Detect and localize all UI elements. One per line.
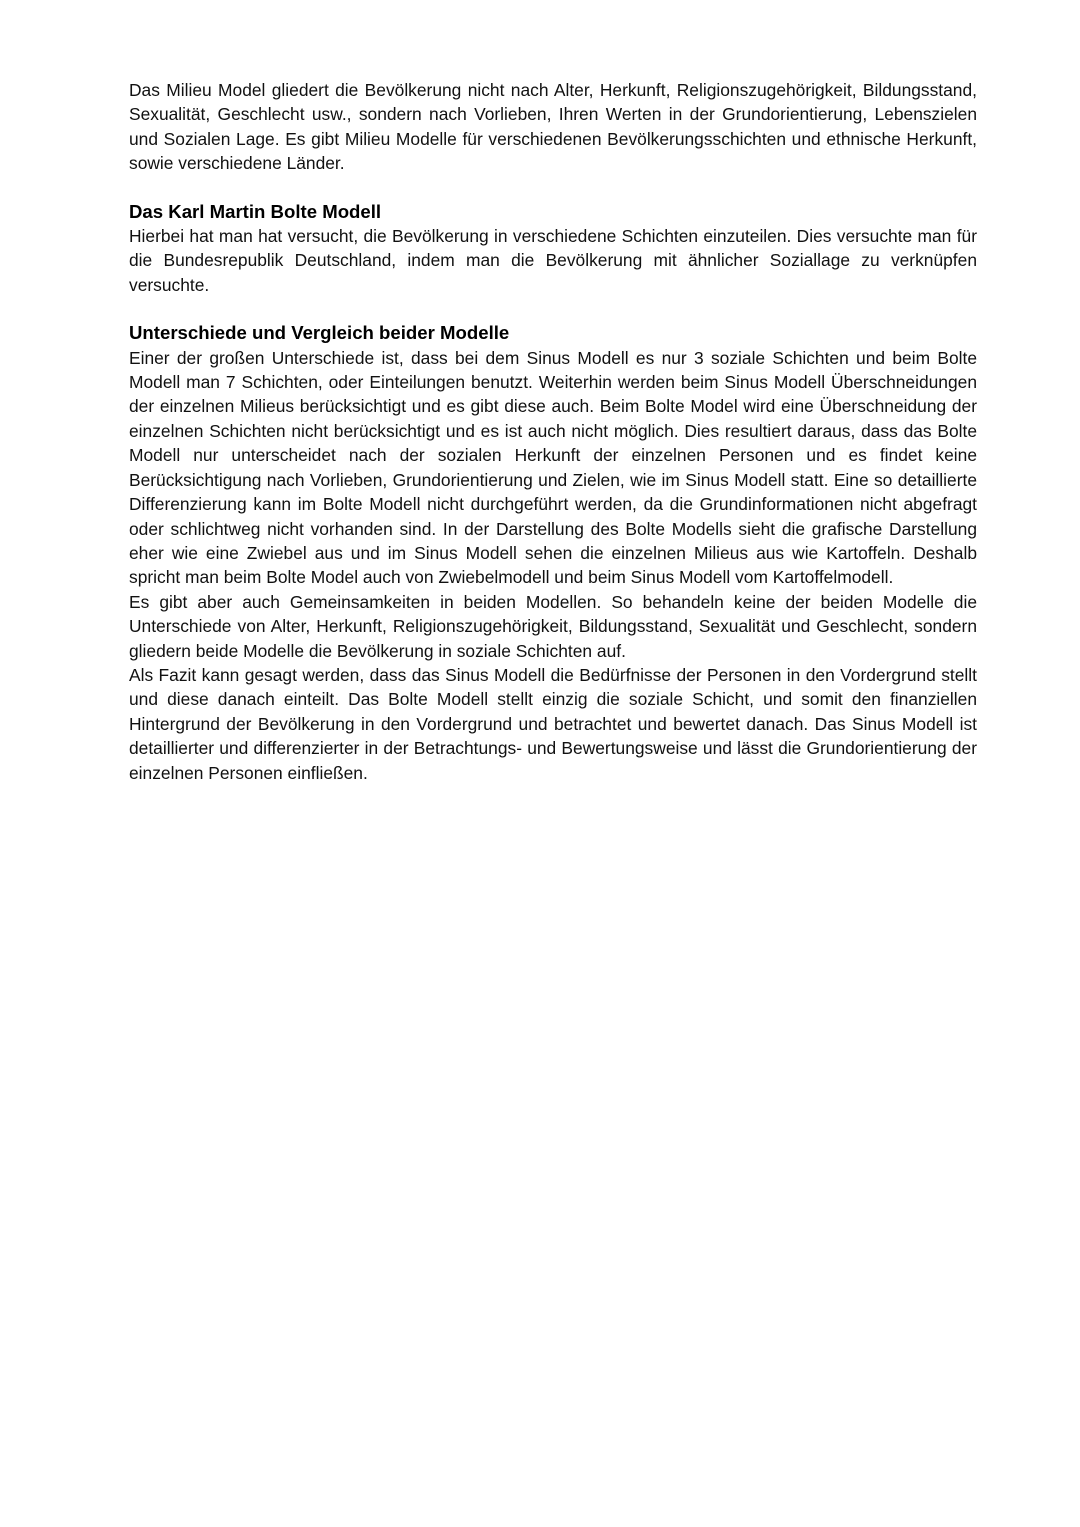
comparison-paragraph-differences: Einer der großen Unterschiede ist, dass bei dem Sinus Modell es nur 3 soziale Schichten und beim Bolte Modell man 7 Schichten, oder Einteilungen benutzt. Weiterhin werden beim Sinus Modell Überschneidungen der einzelnen Milieus berücksichtigt und es gibt diese auch. Beim Bolte Model wird eine Überschneidung der einzelnen Schichten nicht berücksichtigt und es ist auch nicht möglich. Dies resultiert daraus, dass das Bolte Modell nur unterscheidet nach der sozialen Herkunft der einzelnen Personen und es findet keine Berücksichtigung nach Vorlieben, Grundorientierung und Zielen, wie im Sinus Modell statt. Eine so detaillierte Differenzierung kann im Bolte Modell nicht durchgeführt werden, da die Grundinformationen nicht abgefragt oder schlichtweg nicht vorhanden sind. In der Darstellung des Bolte Modells sieht die grafische Darstellung eher wie eine Zwiebel aus und im Sinus Modell sehen die einzelnen Milieus aus wie Kartoffeln. Deshalb spricht man beim Bolte Model auch von Zwiebelmodell und beim Sinus Modell vom Kartoffelmodell.: [129, 347, 977, 588]
bolte-paragraph: Hierbei hat man hat versucht, die Bevölkerung in verschiedene Schichten einzuteilen. Dies versuchte man für die Bundesrepublik Deutschland, indem man die Bevölkerung mit ähnlicher Soziallage zu verknüpfen versuchte.: [129, 226, 977, 295]
section-spacer: [129, 176, 977, 200]
section-spacer: [129, 297, 977, 321]
intro-paragraph: Das Milieu Model gliedert die Bevölkerung nicht nach Alter, Herkunft, Religionszugehörigkeit, Bildungsstand, Sexualität, Geschlecht usw., sondern nach Vorlieben, Ihren Werten in der Grundorientierung, Lebenszielen und Sozialen Lage. Es gibt Milieu Modelle für verschiedenen Bevölkerungsschichten und ethnische Herkunft, sowie verschiedene Länder.: [129, 80, 977, 174]
document-page: [129, 78, 977, 785]
section-heading-bolte: Das Karl Martin Bolte Modell: [129, 200, 382, 222]
section-heading-comparison: Unterschiede und Vergleich beider Modelle: [129, 322, 510, 344]
comparison-paragraph-commonalities: Es gibt aber auch Gemeinsamkeiten in beiden Modellen. So behandeln keine der beiden Modelle die Unterschiede von Alter, Herkunft, Religionszugehörigkeit, Bildungsstand, Sexualität und Geschlecht, sondern gliedern beide Modelle die Bevölkerung in soziale Schichten auf.: [129, 591, 977, 661]
comparison-paragraph-conclusion: Als Fazit kann gesagt werden, dass das Sinus Modell die Bedürfnisse der Personen in den Vordergrund stellt und diese danach einteilt. Das Bolte Modell stellt einzig die soziale Schicht, und somit den finanziellen Hintergrund der Bevölkerung in den Vordergrund und betrachtet und bewertet danach. Das Sinus Modell ist detaillierter und differenzierter in der Betrachtungs- und Bewertungsweise und lässt die Grundorientierung der einzelnen Personen einfließen.: [129, 664, 977, 783]
